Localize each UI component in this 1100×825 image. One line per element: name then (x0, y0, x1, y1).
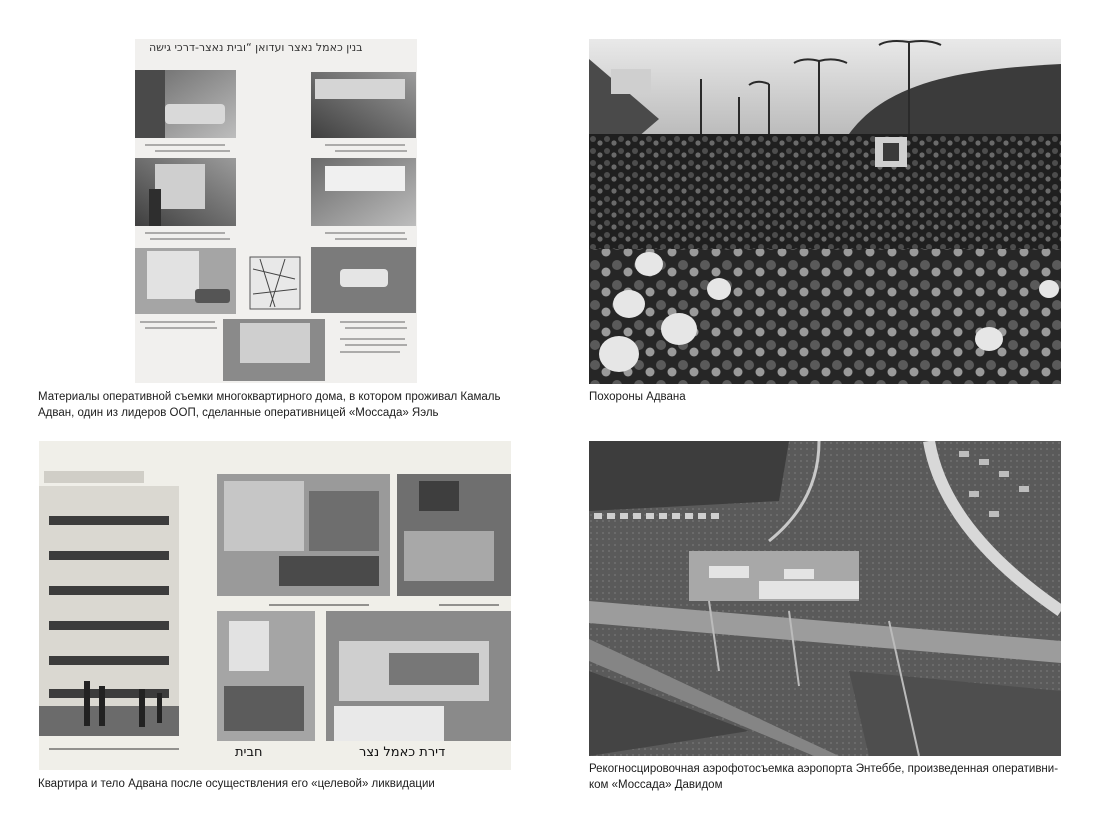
apartment-label-left: חבית (235, 745, 263, 760)
apartment-caption: Квартира и тело Адвана после осуществления его «целевой» ликвидации (38, 778, 435, 790)
surveillance-photo (135, 39, 417, 383)
aerial-photo (589, 441, 1061, 756)
surveillance-header-text: בנין כאמל נאצר ועדואן “ובית נאצר-דרכי גישה (149, 41, 363, 54)
aerial-caption: Рекогносцировочная аэрофотосъемка аэропорта Энтеббе, произведенная оперативни-ком «Моссада» Давидом (589, 763, 1059, 791)
funeral-photo (589, 39, 1061, 384)
apartment-label-right: דירת כאמל נצר (359, 745, 446, 760)
surveillance-caption: Материалы оперативной съемки многоквартирного дома, в котором проживал Камаль Адван, один из лидеров ООП, сделанные оперативницей «Моссада» Яэль (38, 391, 501, 419)
funeral-caption: Похороны Адвана (589, 391, 686, 403)
apartment-photo (39, 441, 511, 770)
